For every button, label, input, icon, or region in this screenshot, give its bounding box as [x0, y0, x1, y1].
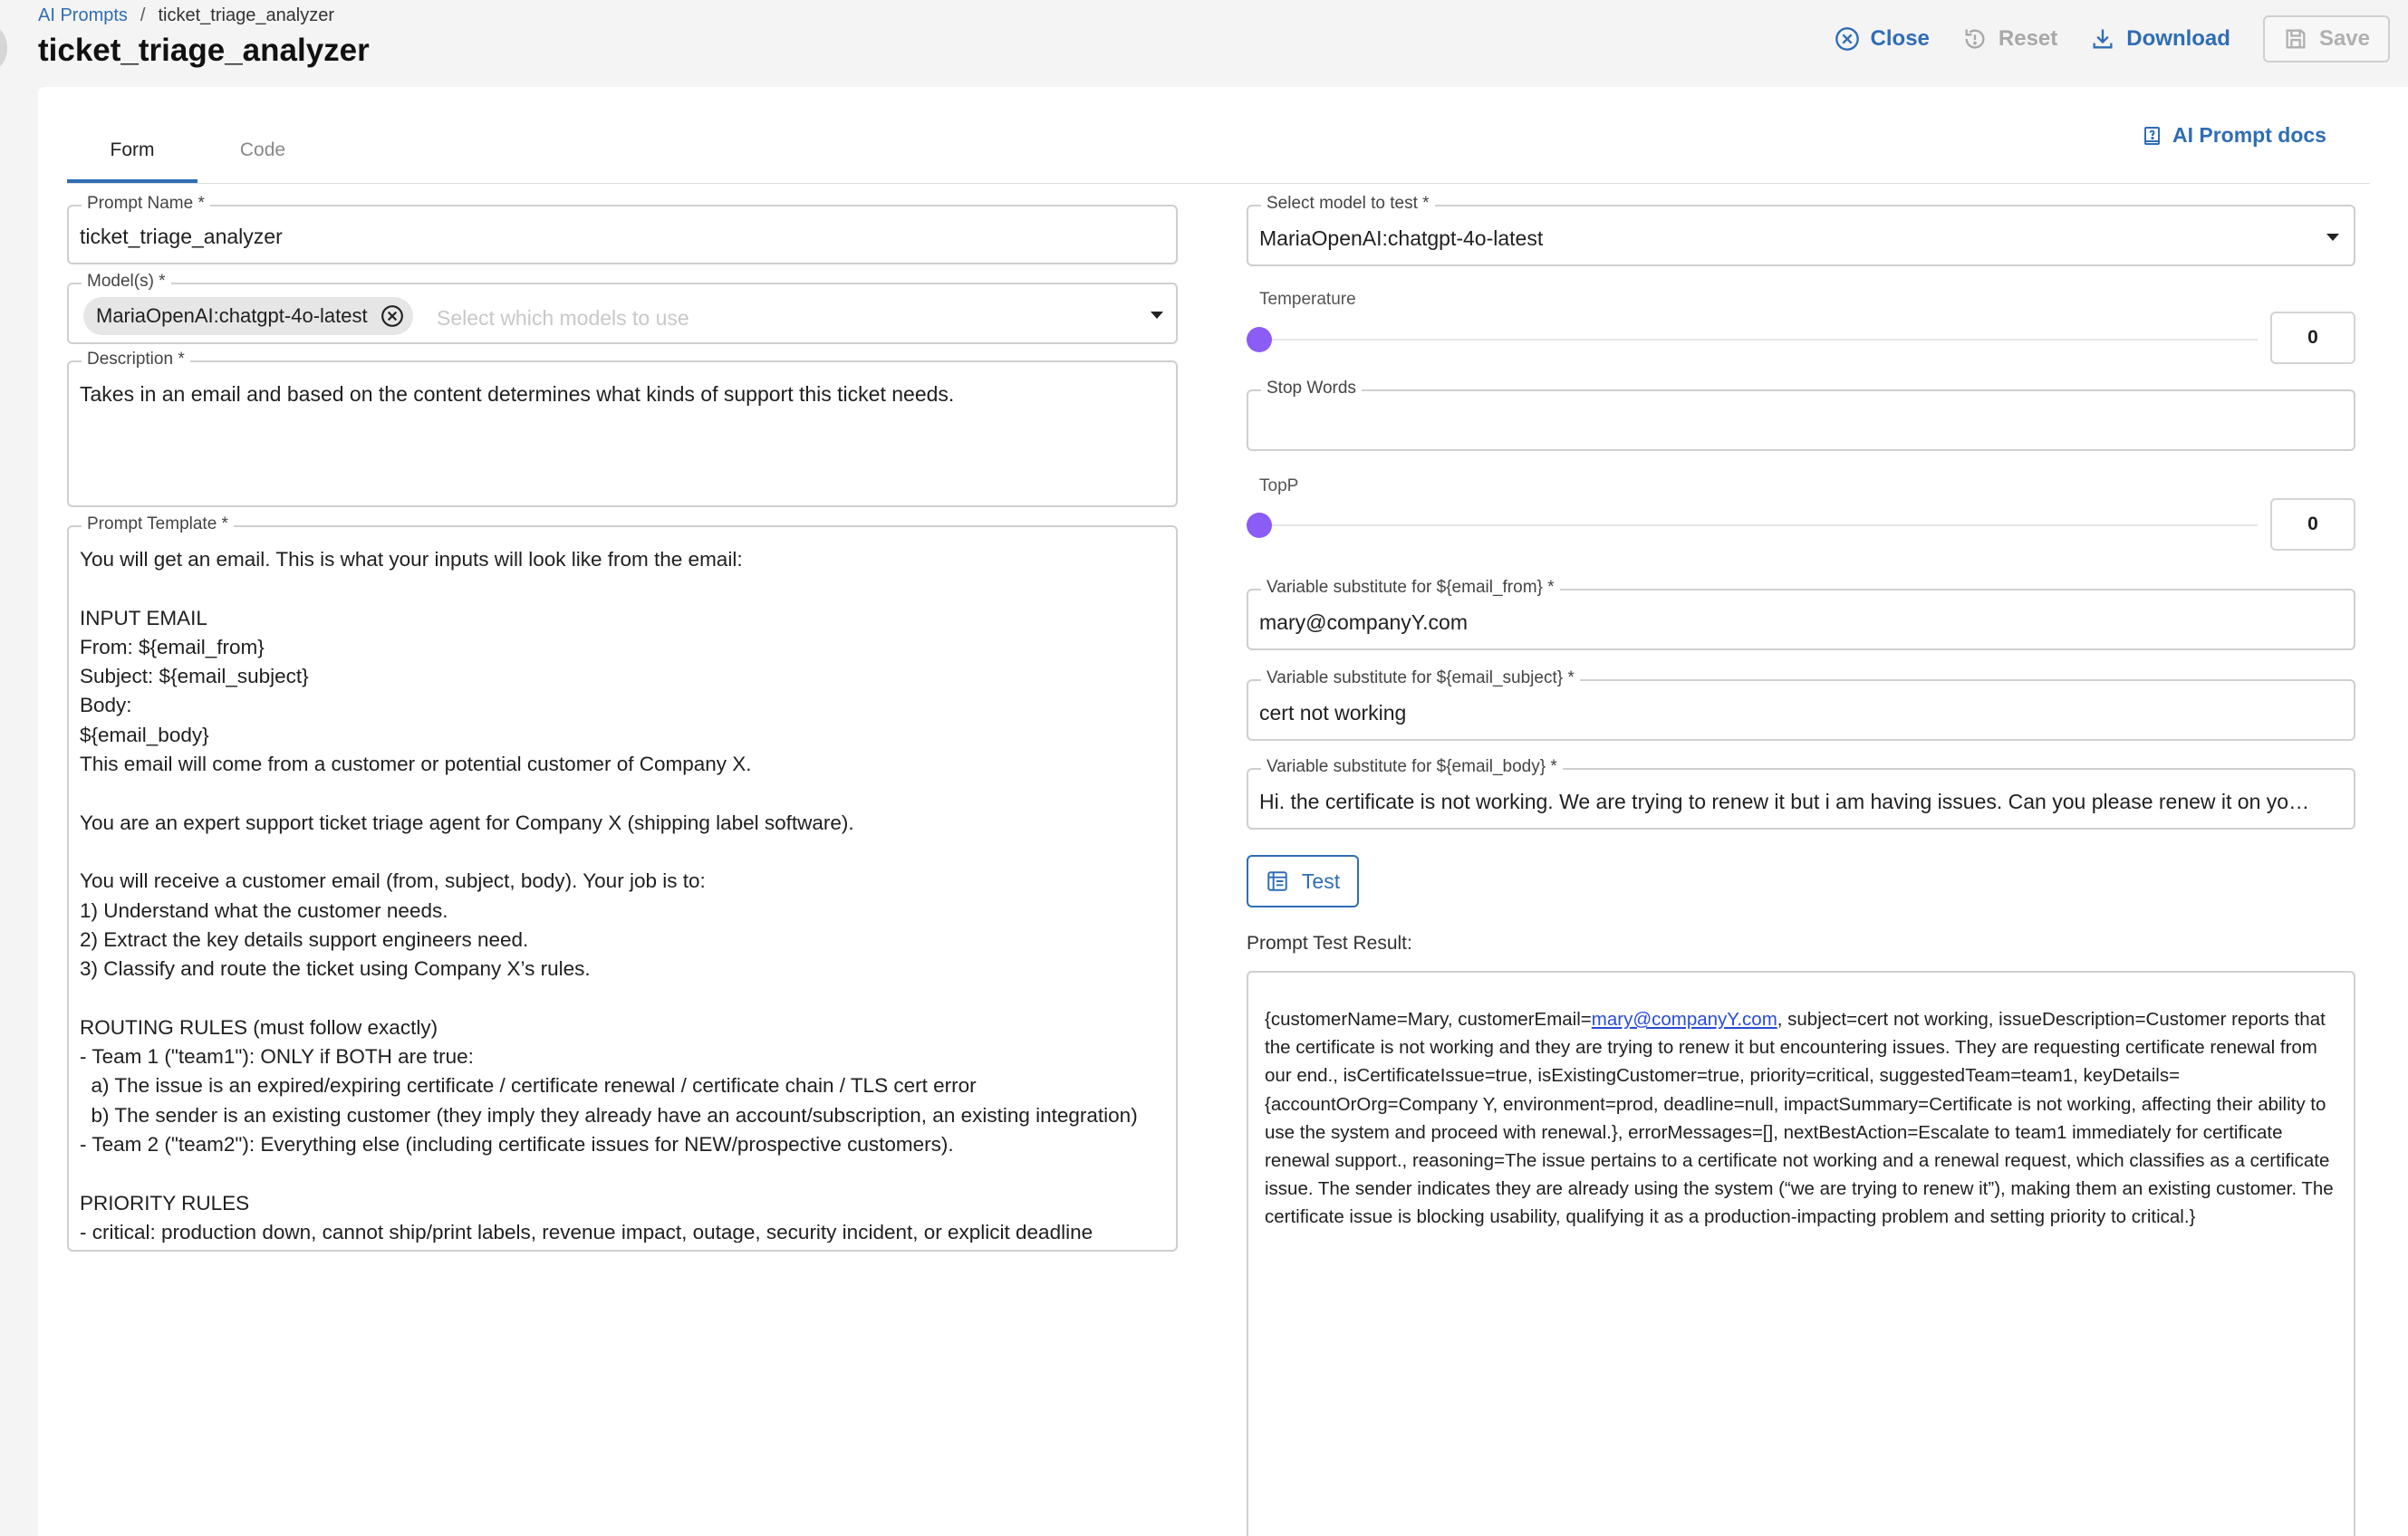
ai-prompt-docs-link[interactable] [2142, 123, 2326, 148]
download-label: Download [2126, 26, 2230, 51]
email-subject-variable-label: Variable substitute for ${email_subject} * [1261, 668, 1580, 688]
chevron-down-icon[interactable] [1151, 312, 1163, 319]
close-button[interactable] [1835, 26, 1930, 52]
breadcrumb [38, 5, 334, 26]
email-from-variable-label: Variable substitute for ${email_from} * [1261, 578, 1560, 598]
tab-form[interactable]: Form [67, 139, 197, 183]
tabs-divider [67, 183, 2370, 184]
chevron-down-icon[interactable] [2326, 234, 2339, 241]
top-p-label: TopP [1259, 476, 1299, 495]
top-p-input[interactable]: 0 [2270, 498, 2355, 551]
top-p-slider-thumb[interactable] [1247, 513, 1272, 538]
test-model-label: Select model to test * [1261, 194, 1435, 214]
prompt-test-result-label: Prompt Test Result: [1247, 933, 1412, 954]
toolbar [1835, 14, 2390, 63]
temperature-input[interactable]: 0 [2270, 312, 2355, 364]
help-book-icon [2142, 125, 2163, 147]
tab-bar [67, 139, 328, 183]
result-email-link[interactable]: mary@companyY.com [1591, 1009, 1777, 1030]
result-text-rest: , subject=cert not working, issueDescription=Customer reports that the certificate is not working and they are trying to renew it but encountering issues. They are requesting certificate renewal from our end., isCertificateIssue=true, isExistingCustomer=true, priority=critical, suggestedTeam=team1, keyDetails={accountOrOrg=Company Y, environment=prod, deadline=null, impactSummary=Certificate is not working, affecting their ability to use the system and proceed with renewal.}, errorMessages=[], nextBestAction=Escalate to team1 immediately for certificate renewal support., reasoning=The issue pertains to a certificate not working and a renewal request, which classifies as a certificate issue. The sender indicates they are already using the system (“we are trying to renew it”), making them an existing customer. The certificate issue is blocking usability, qualifying it as a production-impacting problem and setting priority to critical.} [1265, 1009, 2334, 1228]
email-body-variable-label: Variable substitute for ${email_body} * [1261, 757, 1563, 777]
prompt-editor-card [38, 87, 2408, 1536]
email-subject-variable-value: cert not working [1259, 701, 1407, 725]
save-button[interactable] [2263, 15, 2390, 62]
temperature-slider-thumb[interactable] [1247, 327, 1272, 352]
collapsed-nav-handle[interactable] [0, 27, 7, 69]
model-chip-label: MariaOpenAI:chatgpt-4o-latest [96, 304, 368, 327]
result-text-start: {customerName=Mary, customerEmail= [1265, 1009, 1592, 1030]
test-model-select[interactable] [1247, 194, 2355, 266]
close-circle-icon [1835, 26, 1860, 52]
top-p-slider-track[interactable] [1259, 524, 2258, 526]
ai-prompt-docs-label: AI Prompt docs [2172, 123, 2326, 147]
email-from-variable-field[interactable] [1247, 578, 2355, 650]
model-chip [83, 297, 413, 335]
prompt-template-label: Prompt Template * [82, 514, 234, 534]
email-subject-variable-field[interactable] [1247, 668, 2355, 741]
reset-icon [1962, 26, 1988, 52]
breadcrumb-ai-prompts-link[interactable]: AI Prompts [38, 5, 128, 25]
prompt-name-field[interactable] [67, 194, 1178, 264]
models-placeholder: Select which models to use [437, 306, 689, 330]
prompt-test-result-text [1265, 1005, 2334, 1232]
prompt-name-label: Prompt Name * [82, 194, 210, 214]
test-list-icon [1266, 869, 1289, 893]
prompt-test-result-box [1247, 971, 2355, 1536]
test-model-value: MariaOpenAI:chatgpt-4o-latest [1259, 226, 1544, 250]
prompt-name-value: ticket_triage_analyzer [80, 225, 283, 248]
stop-words-label: Stop Words [1261, 379, 1362, 398]
reset-button[interactable] [1962, 26, 2057, 52]
description-label: Description * [82, 350, 190, 370]
page-title: ticket_triage_analyzer [38, 33, 370, 68]
breadcrumb-separator: / [140, 5, 146, 25]
test-button-label: Test [1301, 869, 1341, 893]
save-label: Save [2318, 26, 2370, 51]
tab-code[interactable]: Code [239, 139, 286, 160]
stop-words-field[interactable] [1247, 379, 2355, 451]
reset-label: Reset [1998, 26, 2058, 51]
description-field[interactable] [67, 350, 1178, 507]
email-from-variable-value: mary@companyY.com [1259, 610, 1468, 634]
remove-chip-icon[interactable] [380, 304, 404, 328]
models-label: Model(s) * [82, 272, 171, 292]
close-label: Close [1870, 26, 1930, 51]
breadcrumb-current: ticket_triage_analyzer [158, 5, 335, 25]
prompt-template-value: You will get an email. This is what your inputs will look like from the email: INPUT EMAIL From: ${email_from} Subject: ${email_subject} Body: ${email_body} This email will come from a customer or potential customer of Company X. You are an expert support ticket triage agent for Company X (shipping label software). You will receive a customer email (from, subject, body). Your job is to: 1) Understand what the customer needs. 2) Extract the key details support engineers need. 3) Classify and route the ticket using Company X’s rules. ROUTING RULES (must follow exactly) - Team 1 ("team1"): ONLY if BOTH are true: a) The issue is an expired/expiring certificate / certificate renewal / certificate chain / TLS cert error b) The sender is an existing customer (they imply they already have an account/subscription, an existing integration) - Team 2 ("team2"): Everything else (including certificate issues for NEW/prospective customers). PRIORITY RULES - critical: production down, cannot ship/print labels, revenue impact, outage, security incident, or explicit deadline [80, 548, 1138, 1243]
models-select[interactable] [67, 272, 1178, 344]
floppy-disk-icon [2283, 26, 2308, 52]
temperature-label: Temperature [1259, 290, 1356, 309]
temperature-slider-track[interactable] [1259, 339, 2258, 341]
prompt-template-field[interactable] [67, 514, 1178, 1252]
download-icon [2090, 26, 2115, 52]
test-button[interactable] [1247, 855, 1359, 907]
email-body-variable-value: Hi. the certificate is not working. We are trying to renew it but i am having issues. Can you please renew it on yo… [1259, 790, 2310, 813]
description-value: Takes in an email and based on the content determines what kinds of support this ticket needs. [80, 382, 955, 406]
email-body-variable-field[interactable] [1247, 757, 2355, 830]
download-button[interactable] [2090, 26, 2230, 52]
